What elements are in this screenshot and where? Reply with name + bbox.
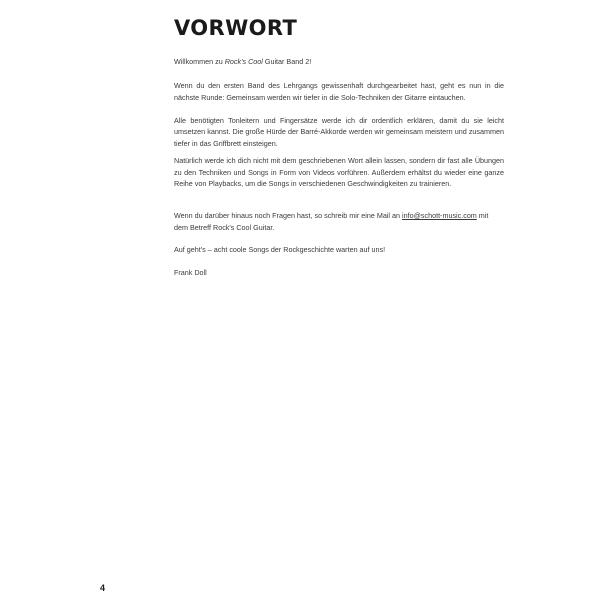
paragraph-contact (174, 210, 504, 233)
page-title: VORWORT (174, 16, 298, 40)
welcome-line (174, 56, 504, 68)
contact-prefix: Wenn du darüber hinaus noch Fragen hast, so schreib mir eine Mail an (174, 211, 402, 220)
email-link[interactable]: info@schott-music.com (402, 211, 477, 220)
paragraph-closing: Auf geht's – acht coole Songs der Rockgeschichte warten auf uns! (174, 245, 386, 254)
page-number: 4 (100, 583, 106, 593)
paragraph-scales: Alle benötigten Tonleitern und Fingersätze werde ich dir ordentlich erklären, damit du sie leicht umsetzen kannst. Die große Hürde der Barré-Akkorde werden wir gemeinsam meistern und zusammen tiefer in das Griffbrett einsteigen. (174, 115, 504, 148)
contact-suffix: mit dem Betreff Rock's Cool Guitar. (174, 211, 489, 232)
signature: Frank Doll (174, 268, 207, 277)
welcome-suffix: Guitar Band 2! (262, 57, 312, 66)
paragraph-intro: Wenn du den ersten Band des Lehrgangs gewissenhaft durchgearbeitet hast, geht es nun in die nächste Runde: Gemeinsam werden wir tiefer in die Solo-Techniken der Gitarre eintauchen. (174, 81, 504, 102)
welcome-prefix: Willkommen zu (174, 57, 225, 66)
book-title: Rock's Cool (224, 57, 263, 66)
paragraph-videos: Natürlich werde ich dich nicht mit dem geschriebenen Wort allein lassen, sondern dir fast alle Übungen zu den Techniken und Songs in Form von Videos vorführen. Außerdem erhältst du wieder eine ganze Reihe von Playbacks, um die Songs in verschiedenen Geschwindigkeiten zu trainieren. (174, 156, 504, 189)
